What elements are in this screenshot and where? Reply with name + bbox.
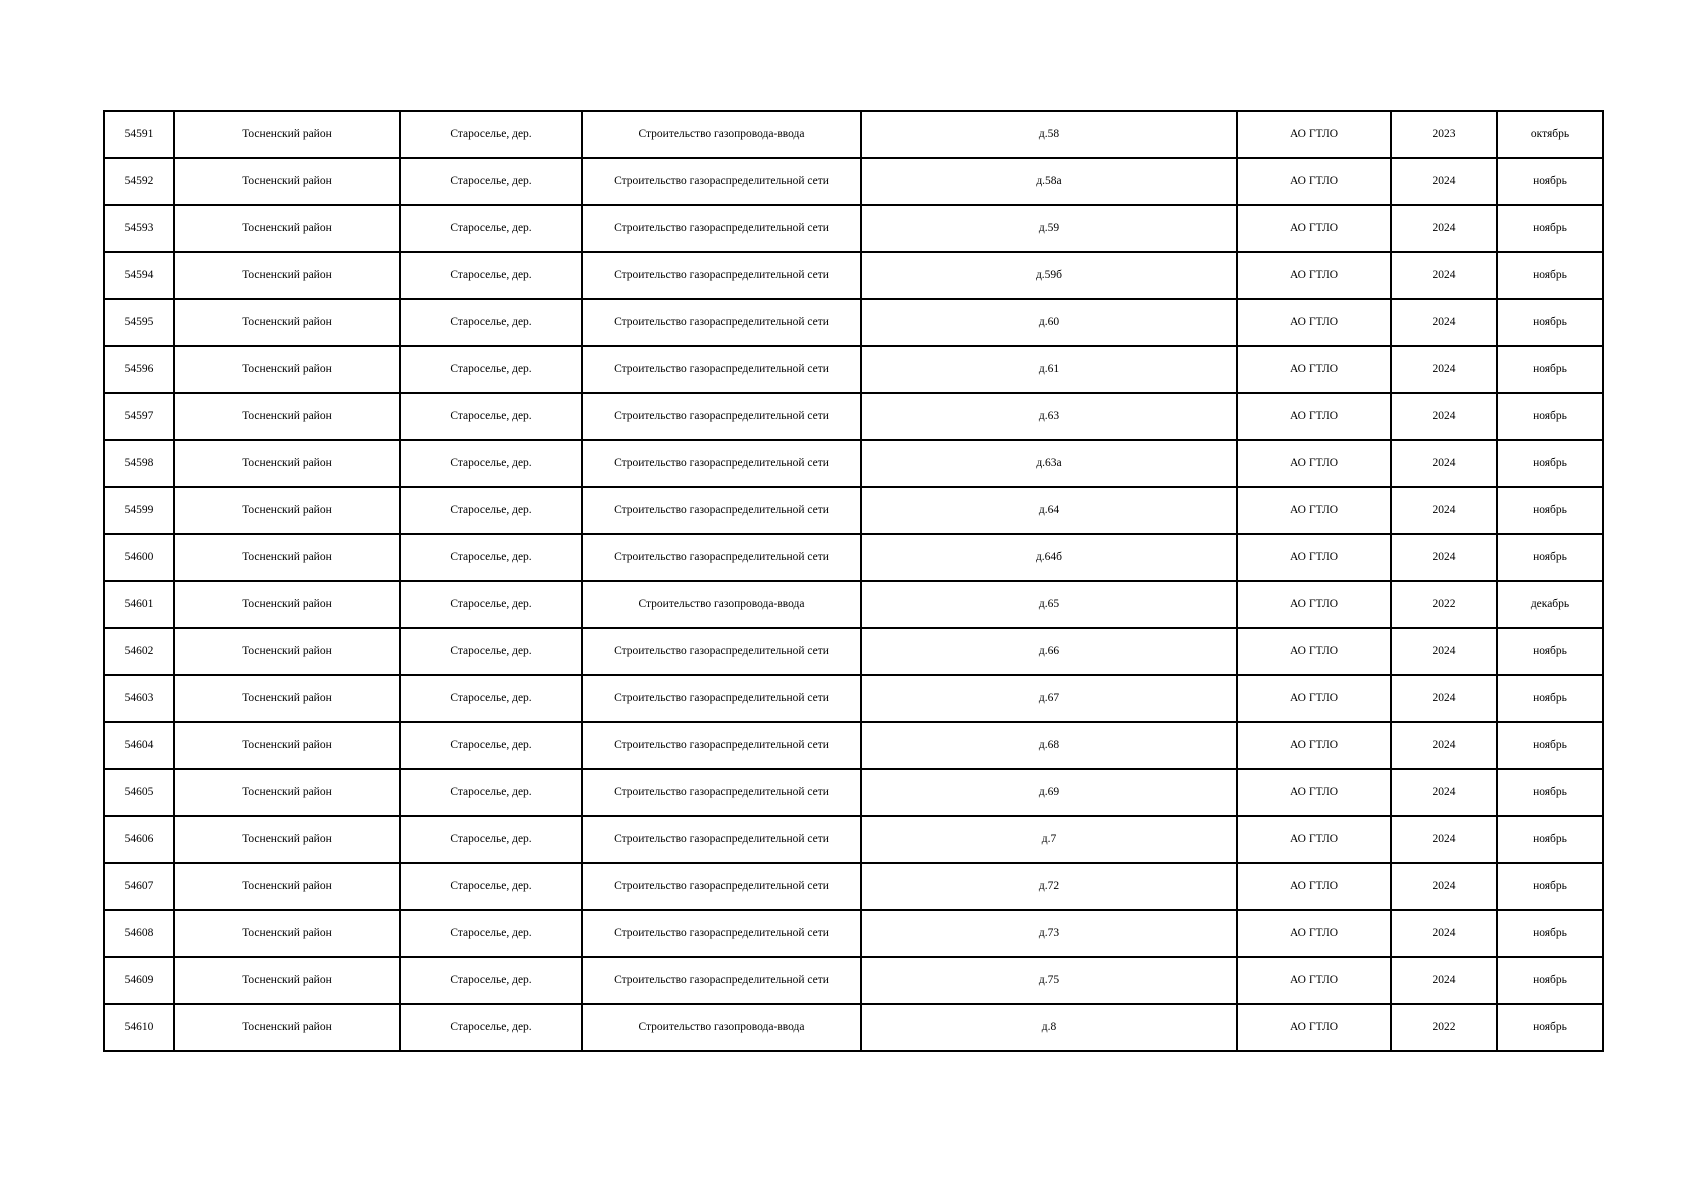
- cell-district: Тосненский район: [174, 299, 400, 346]
- cell-address: д.59: [861, 205, 1237, 252]
- cell-month: ноябрь: [1497, 722, 1603, 769]
- cell-district: Тосненский район: [174, 722, 400, 769]
- table-row: [104, 675, 1603, 722]
- cell-year: 2024: [1391, 393, 1497, 440]
- cell-organization: АО ГТЛО: [1237, 111, 1391, 158]
- cell-year: 2024: [1391, 675, 1497, 722]
- cell-id: 54608: [104, 910, 174, 957]
- cell-year: 2024: [1391, 769, 1497, 816]
- cell-id: 54610: [104, 1004, 174, 1051]
- cell-address: д.75: [861, 957, 1237, 1004]
- cell-address: д.58: [861, 111, 1237, 158]
- cell-district: Тосненский район: [174, 252, 400, 299]
- cell-address: д.59б: [861, 252, 1237, 299]
- cell-address: д.8: [861, 1004, 1237, 1051]
- cell-district: Тосненский район: [174, 111, 400, 158]
- cell-year: 2024: [1391, 205, 1497, 252]
- cell-month: ноябрь: [1497, 957, 1603, 1004]
- cell-month: ноябрь: [1497, 1004, 1603, 1051]
- cell-id: 54594: [104, 252, 174, 299]
- cell-address: д.68: [861, 722, 1237, 769]
- cell-work-type: Строительство газораспределительной сети: [582, 158, 861, 205]
- cell-work-type: Строительство газораспределительной сети: [582, 440, 861, 487]
- cell-organization: АО ГТЛО: [1237, 628, 1391, 675]
- cell-work-type: Строительство газораспределительной сети: [582, 722, 861, 769]
- cell-month: ноябрь: [1497, 769, 1603, 816]
- cell-id: 54598: [104, 440, 174, 487]
- cell-month: ноябрь: [1497, 205, 1603, 252]
- cell-year: 2023: [1391, 111, 1497, 158]
- cell-year: 2024: [1391, 440, 1497, 487]
- cell-year: 2024: [1391, 346, 1497, 393]
- table-row: [104, 346, 1603, 393]
- table-row: [104, 252, 1603, 299]
- cell-id: 54600: [104, 534, 174, 581]
- cell-locality: Староселье, дер.: [400, 111, 582, 158]
- table-row: [104, 111, 1603, 158]
- cell-locality: Староселье, дер.: [400, 816, 582, 863]
- cell-locality: Староселье, дер.: [400, 299, 582, 346]
- cell-month: ноябрь: [1497, 158, 1603, 205]
- cell-locality: Староселье, дер.: [400, 910, 582, 957]
- cell-work-type: Строительство газораспределительной сети: [582, 769, 861, 816]
- cell-locality: Староселье, дер.: [400, 722, 582, 769]
- cell-id: 54595: [104, 299, 174, 346]
- cell-locality: Староселье, дер.: [400, 487, 582, 534]
- cell-locality: Староселье, дер.: [400, 769, 582, 816]
- cell-organization: АО ГТЛО: [1237, 205, 1391, 252]
- cell-month: ноябрь: [1497, 910, 1603, 957]
- cell-locality: Староселье, дер.: [400, 534, 582, 581]
- cell-month: ноябрь: [1497, 675, 1603, 722]
- table-row: [104, 816, 1603, 863]
- cell-district: Тосненский район: [174, 1004, 400, 1051]
- cell-year: 2024: [1391, 910, 1497, 957]
- table-body: [104, 111, 1603, 1051]
- cell-month: ноябрь: [1497, 487, 1603, 534]
- cell-district: Тосненский район: [174, 393, 400, 440]
- cell-month: ноябрь: [1497, 863, 1603, 910]
- cell-year: 2024: [1391, 252, 1497, 299]
- cell-month: ноябрь: [1497, 346, 1603, 393]
- cell-work-type: Строительство газопровода-ввода: [582, 111, 861, 158]
- cell-district: Тосненский район: [174, 581, 400, 628]
- cell-address: д.61: [861, 346, 1237, 393]
- cell-id: 54604: [104, 722, 174, 769]
- table-row: [104, 581, 1603, 628]
- cell-organization: АО ГТЛО: [1237, 769, 1391, 816]
- cell-district: Тосненский район: [174, 346, 400, 393]
- cell-month: ноябрь: [1497, 534, 1603, 581]
- cell-locality: Староселье, дер.: [400, 675, 582, 722]
- cell-work-type: Строительство газораспределительной сети: [582, 299, 861, 346]
- cell-organization: АО ГТЛО: [1237, 440, 1391, 487]
- cell-work-type: Строительство газораспределительной сети: [582, 205, 861, 252]
- cell-locality: Староселье, дер.: [400, 205, 582, 252]
- table-row: [104, 722, 1603, 769]
- table-row: [104, 299, 1603, 346]
- table-row: [104, 158, 1603, 205]
- cell-month: ноябрь: [1497, 252, 1603, 299]
- table-row: [104, 487, 1603, 534]
- cell-id: 54596: [104, 346, 174, 393]
- cell-locality: Староселье, дер.: [400, 440, 582, 487]
- cell-work-type: Строительство газораспределительной сети: [582, 957, 861, 1004]
- cell-locality: Староселье, дер.: [400, 628, 582, 675]
- cell-district: Тосненский район: [174, 158, 400, 205]
- cell-organization: АО ГТЛО: [1237, 393, 1391, 440]
- cell-id: 54601: [104, 581, 174, 628]
- cell-organization: АО ГТЛО: [1237, 957, 1391, 1004]
- cell-locality: Староселье, дер.: [400, 1004, 582, 1051]
- cell-district: Тосненский район: [174, 205, 400, 252]
- cell-year: 2022: [1391, 581, 1497, 628]
- cell-work-type: Строительство газораспределительной сети: [582, 863, 861, 910]
- cell-organization: АО ГТЛО: [1237, 487, 1391, 534]
- cell-organization: АО ГТЛО: [1237, 252, 1391, 299]
- cell-organization: АО ГТЛО: [1237, 1004, 1391, 1051]
- cell-organization: АО ГТЛО: [1237, 722, 1391, 769]
- cell-organization: АО ГТЛО: [1237, 534, 1391, 581]
- cell-year: 2024: [1391, 863, 1497, 910]
- cell-organization: АО ГТЛО: [1237, 346, 1391, 393]
- cell-id: 54597: [104, 393, 174, 440]
- cell-id: 54591: [104, 111, 174, 158]
- cell-address: д.72: [861, 863, 1237, 910]
- cell-district: Тосненский район: [174, 957, 400, 1004]
- cell-month: декабрь: [1497, 581, 1603, 628]
- cell-year: 2024: [1391, 299, 1497, 346]
- cell-district: Тосненский район: [174, 534, 400, 581]
- cell-address: д.65: [861, 581, 1237, 628]
- cell-work-type: Строительство газораспределительной сети: [582, 910, 861, 957]
- cell-id: 54602: [104, 628, 174, 675]
- cell-locality: Староселье, дер.: [400, 581, 582, 628]
- cell-organization: АО ГТЛО: [1237, 863, 1391, 910]
- cell-id: 54606: [104, 816, 174, 863]
- cell-address: д.63а: [861, 440, 1237, 487]
- cell-district: Тосненский район: [174, 816, 400, 863]
- table-row: [104, 863, 1603, 910]
- cell-work-type: Строительство газораспределительной сети: [582, 346, 861, 393]
- cell-year: 2024: [1391, 722, 1497, 769]
- cell-id: 54607: [104, 863, 174, 910]
- gas-works-table: [103, 110, 1604, 1052]
- cell-address: д.67: [861, 675, 1237, 722]
- cell-organization: АО ГТЛО: [1237, 910, 1391, 957]
- cell-organization: АО ГТЛО: [1237, 299, 1391, 346]
- table-row: [104, 628, 1603, 675]
- cell-district: Тосненский район: [174, 863, 400, 910]
- cell-locality: Староселье, дер.: [400, 346, 582, 393]
- table-row: [104, 957, 1603, 1004]
- cell-address: д.7: [861, 816, 1237, 863]
- cell-year: 2024: [1391, 534, 1497, 581]
- cell-address: д.73: [861, 910, 1237, 957]
- cell-year: 2024: [1391, 158, 1497, 205]
- cell-month: ноябрь: [1497, 393, 1603, 440]
- cell-year: 2022: [1391, 1004, 1497, 1051]
- cell-locality: Староселье, дер.: [400, 863, 582, 910]
- cell-work-type: Строительство газораспределительной сети: [582, 393, 861, 440]
- cell-year: 2024: [1391, 628, 1497, 675]
- cell-year: 2024: [1391, 957, 1497, 1004]
- cell-id: 54592: [104, 158, 174, 205]
- cell-work-type: Строительство газораспределительной сети: [582, 675, 861, 722]
- cell-organization: АО ГТЛО: [1237, 158, 1391, 205]
- cell-locality: Староселье, дер.: [400, 252, 582, 299]
- table-row: [104, 440, 1603, 487]
- cell-address: д.64: [861, 487, 1237, 534]
- cell-work-type: Строительство газораспределительной сети: [582, 628, 861, 675]
- cell-work-type: Строительство газораспределительной сети: [582, 487, 861, 534]
- cell-id: 54593: [104, 205, 174, 252]
- cell-month: ноябрь: [1497, 299, 1603, 346]
- table-row: [104, 393, 1603, 440]
- cell-organization: АО ГТЛО: [1237, 675, 1391, 722]
- cell-month: ноябрь: [1497, 816, 1603, 863]
- table-row: [104, 205, 1603, 252]
- cell-id: 54603: [104, 675, 174, 722]
- cell-address: д.63: [861, 393, 1237, 440]
- table-row: [104, 910, 1603, 957]
- cell-work-type: Строительство газораспределительной сети: [582, 816, 861, 863]
- cell-district: Тосненский район: [174, 910, 400, 957]
- cell-organization: АО ГТЛО: [1237, 816, 1391, 863]
- table-row: [104, 1004, 1603, 1051]
- cell-address: д.66: [861, 628, 1237, 675]
- table-row: [104, 769, 1603, 816]
- cell-year: 2024: [1391, 816, 1497, 863]
- cell-month: ноябрь: [1497, 628, 1603, 675]
- cell-organization: АО ГТЛО: [1237, 581, 1391, 628]
- cell-id: 54609: [104, 957, 174, 1004]
- cell-district: Тосненский район: [174, 440, 400, 487]
- cell-district: Тосненский район: [174, 628, 400, 675]
- cell-address: д.60: [861, 299, 1237, 346]
- table-row: [104, 534, 1603, 581]
- cell-month: октябрь: [1497, 111, 1603, 158]
- cell-id: 54599: [104, 487, 174, 534]
- cell-work-type: Строительство газораспределительной сети: [582, 534, 861, 581]
- cell-id: 54605: [104, 769, 174, 816]
- cell-work-type: Строительство газопровода-ввода: [582, 1004, 861, 1051]
- cell-address: д.58а: [861, 158, 1237, 205]
- cell-year: 2024: [1391, 487, 1497, 534]
- cell-locality: Староселье, дер.: [400, 158, 582, 205]
- cell-month: ноябрь: [1497, 440, 1603, 487]
- cell-district: Тосненский район: [174, 487, 400, 534]
- cell-district: Тосненский район: [174, 769, 400, 816]
- cell-locality: Староселье, дер.: [400, 393, 582, 440]
- cell-address: д.69: [861, 769, 1237, 816]
- cell-district: Тосненский район: [174, 675, 400, 722]
- cell-address: д.64б: [861, 534, 1237, 581]
- cell-work-type: Строительство газораспределительной сети: [582, 252, 861, 299]
- cell-locality: Староселье, дер.: [400, 957, 582, 1004]
- cell-work-type: Строительство газопровода-ввода: [582, 581, 861, 628]
